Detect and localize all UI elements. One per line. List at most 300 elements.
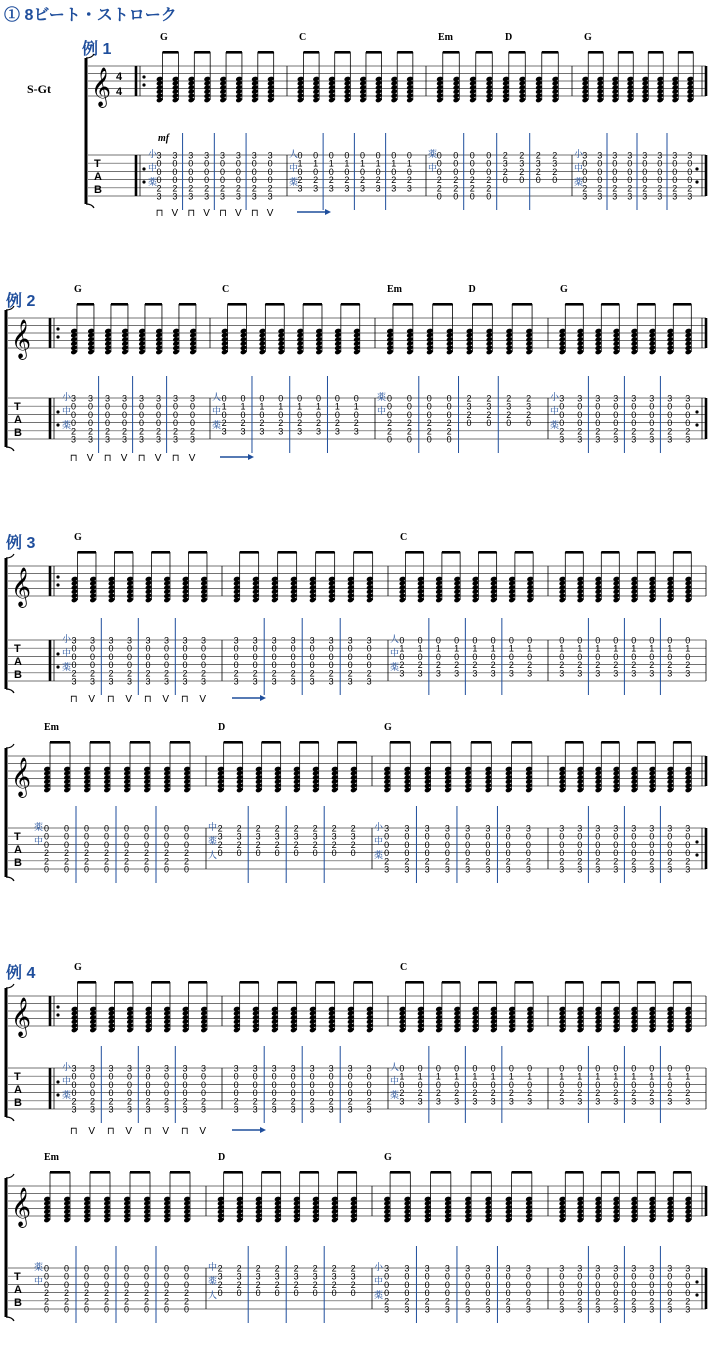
chord-name: Em	[438, 32, 453, 43]
tab-fret: 0	[424, 1288, 430, 1299]
tab-fret: 0	[649, 1279, 655, 1290]
tab-fret: 3	[163, 676, 169, 687]
tab-fret: 0	[182, 1079, 188, 1090]
tab-fret: 2	[353, 418, 359, 429]
finger-mark: 中	[34, 836, 44, 846]
tab-fret: 0	[685, 635, 691, 646]
tab-fret: 0	[328, 643, 334, 654]
example-label-1: 例 1	[82, 41, 112, 58]
tab-fret: 3	[121, 393, 127, 404]
down-stroke-mark: ⊓	[106, 1126, 115, 1137]
tab-fret: 3	[649, 823, 655, 834]
tab-fret: 0	[359, 166, 365, 177]
tab-fret: 0	[164, 823, 170, 834]
tab-fret: 0	[252, 1079, 258, 1090]
tab-fret: 3	[577, 393, 583, 404]
tab-fret: 0	[454, 635, 460, 646]
tab-fret: 0	[559, 831, 565, 842]
tab-fret: 3	[108, 1104, 114, 1115]
tab-fret: 3	[293, 831, 299, 842]
tab-fret: 0	[404, 1288, 410, 1299]
tab-fret: 0	[309, 1088, 315, 1099]
note-beam	[471, 1171, 491, 1174]
tab-fret: 3	[71, 1104, 77, 1115]
tab-fret: 0	[454, 651, 460, 662]
tab-fret: 0	[435, 651, 441, 662]
tab-fret: 3	[466, 401, 472, 412]
tab-fret: 0	[155, 418, 161, 429]
tab-fret: 3	[631, 1263, 637, 1274]
tab-fret: 3	[525, 1263, 531, 1274]
chord-name-2: D	[468, 284, 476, 295]
tab-fret: 3	[251, 191, 257, 202]
tab-fret: 0	[267, 158, 273, 169]
tab-letter-a: A	[14, 656, 22, 668]
tab-fret: 2	[163, 668, 169, 679]
tab-fret: 0	[104, 1271, 110, 1282]
tab-fret: 2	[309, 668, 315, 679]
tab-fret: 2	[104, 1288, 110, 1299]
tab-fret: 2	[235, 183, 241, 194]
tab-fret: 3	[613, 1263, 619, 1274]
tab-fret: 3	[235, 191, 241, 202]
finger-mark: 中	[550, 406, 560, 416]
tab-fret: 0	[64, 1271, 70, 1282]
treble-clef: 𝄞	[11, 997, 32, 1037]
tab-fret: 2	[631, 1296, 637, 1307]
finger-mark: 薬	[390, 662, 400, 672]
tab-fret: 0	[559, 1288, 565, 1299]
note-beam	[601, 1171, 619, 1174]
repeat-dot	[56, 652, 59, 655]
down-stroke-mark: ⊓	[171, 453, 180, 464]
tab-fret: 2	[236, 839, 242, 850]
tab-fret: 0	[271, 1071, 277, 1082]
tab-fret: 2	[252, 668, 258, 679]
tab-fret: 0	[217, 848, 223, 859]
tab-fret: 2	[631, 426, 637, 437]
tab-fret: 2	[274, 1279, 280, 1290]
tab-fret: 2	[426, 418, 432, 429]
down-stroke-mark: ⊓	[106, 694, 115, 705]
tab-fret: 0	[559, 409, 565, 420]
tab-fret: 1	[353, 401, 359, 412]
tab-fret: 0	[163, 1079, 169, 1090]
tab-fret: 0	[527, 1079, 533, 1090]
tab-fret: 2	[525, 1296, 531, 1307]
tab-fret: 3	[172, 434, 178, 445]
tab-fret: 0	[274, 848, 280, 859]
tab-fret: 2	[328, 668, 334, 679]
tab-fret: 0	[631, 1288, 637, 1299]
up-stroke-mark: V	[162, 694, 170, 705]
tab-fret: 2	[350, 823, 356, 834]
tab-fret: 0	[435, 635, 441, 646]
tab-fret: 0	[89, 1088, 95, 1099]
tab-fret: 3	[667, 1304, 673, 1315]
tab-fret: 2	[595, 856, 601, 867]
tab-fret: 0	[71, 1088, 77, 1099]
tab-fret: 0	[156, 158, 162, 169]
treble-clef: 𝄞	[91, 67, 112, 107]
tab-fret: 0	[233, 1079, 239, 1090]
tab-fret: 2	[334, 418, 340, 429]
tab-fret: 2	[328, 175, 334, 186]
finger-mark: 薬	[148, 177, 158, 187]
tab-fret: 3	[399, 668, 405, 679]
note-beam	[637, 303, 655, 306]
tab-fret: 3	[104, 393, 110, 404]
tab-fret: 2	[685, 856, 691, 867]
tab-fret: 0	[44, 1263, 50, 1274]
tab-fret: 0	[435, 1079, 441, 1090]
tab-fret: 0	[233, 651, 239, 662]
tab-fret: 0	[631, 1063, 637, 1074]
tab-fret: 0	[595, 409, 601, 420]
note-beam	[442, 981, 460, 984]
finger-mark: 薬	[374, 850, 384, 860]
tab-fret: 3	[163, 1104, 169, 1115]
tab-fret: 0	[426, 409, 432, 420]
down-stroke-mark: ⊓	[187, 208, 196, 219]
tab-fret: 0	[535, 175, 541, 186]
tab-fret: 3	[145, 635, 151, 646]
tab-fret: 0	[672, 166, 678, 177]
tab-fret: 0	[577, 848, 583, 859]
tab-fret: 2	[453, 183, 459, 194]
repeat-dot	[56, 1005, 59, 1008]
tab-fret: 3	[155, 393, 161, 404]
tab-fret: 1	[297, 158, 303, 169]
chord-name: G	[584, 32, 592, 43]
tab-fret: 2	[217, 1263, 223, 1274]
tab-fret: 0	[465, 848, 471, 859]
tab-fret: 3	[359, 183, 365, 194]
tab-fret: 3	[444, 1304, 450, 1315]
tab-fret: 2	[328, 1096, 334, 1107]
tab-fret: 3	[485, 823, 491, 834]
tab-fret: 0	[657, 166, 663, 177]
tab-fret: 3	[472, 1096, 478, 1107]
tab-fret: 2	[465, 856, 471, 867]
tab-letter-a: A	[14, 1284, 22, 1296]
tab-fret: 3	[71, 676, 77, 687]
finger-mark: 中	[289, 163, 299, 173]
tab-fret: 3	[687, 150, 693, 161]
tab-fret: 3	[89, 1063, 95, 1074]
tab-fret: 0	[687, 166, 693, 177]
repeat-dot	[142, 167, 145, 170]
note-beam	[397, 51, 413, 54]
tab-fret: 0	[64, 823, 70, 834]
tab-fret: 2	[64, 1288, 70, 1299]
tab-letter-t: T	[94, 158, 101, 170]
tab-fret: 0	[386, 409, 392, 420]
tab-fret: 0	[436, 158, 442, 169]
tab-fret: 3	[252, 676, 258, 687]
chord-name: C	[400, 962, 408, 973]
tab-fret: 0	[71, 651, 77, 662]
tab-fret: 2	[384, 856, 390, 867]
tab-fret: 0	[313, 166, 319, 177]
tab-fret: 3	[577, 668, 583, 679]
tab-fret: 1	[595, 643, 601, 654]
tab-fret: 0	[685, 418, 691, 429]
tab-fret: 3	[406, 183, 412, 194]
finger-mark: 人	[208, 1290, 218, 1300]
tab-fret: 0	[685, 1279, 691, 1290]
tab-fret: 3	[435, 1096, 441, 1107]
dynamic-mark: mf	[158, 133, 170, 144]
note-beam	[151, 551, 170, 554]
down-stroke-mark: ⊓	[180, 1126, 189, 1137]
tab-fret: 0	[188, 166, 194, 177]
tab-fret: 2	[172, 426, 178, 437]
tab-fret: 0	[44, 1271, 50, 1282]
tab-fret: 2	[613, 426, 619, 437]
note-beam	[170, 1171, 190, 1174]
tab-fret: 0	[71, 643, 77, 654]
note-beam	[262, 741, 281, 744]
tab-fret: 2	[527, 660, 533, 671]
tab-fret: 1	[406, 158, 412, 169]
tab-fret: 3	[347, 1063, 353, 1074]
tab-fret: 3	[188, 191, 194, 202]
note-beam	[224, 741, 243, 744]
tab-fret: 2	[582, 183, 588, 194]
tab-fret: 1	[328, 158, 334, 169]
tab-fret: 2	[104, 1296, 110, 1307]
tab-fret: 0	[508, 635, 514, 646]
tab-fret: 0	[444, 1288, 450, 1299]
tab-fret: 0	[472, 1079, 478, 1090]
finger-mark: 薬	[34, 822, 44, 832]
tab-fret: 0	[44, 1279, 50, 1290]
up-stroke-mark: V	[171, 208, 179, 219]
tab-fret: 3	[108, 676, 114, 687]
tab-fret: 0	[469, 158, 475, 169]
tab-fret: 2	[144, 856, 150, 867]
tab-fret: 2	[552, 166, 558, 177]
tab-fret: 2	[469, 183, 475, 194]
example-label-3: 例 3	[6, 535, 36, 552]
note-beam	[188, 981, 207, 984]
tab-fret: 0	[490, 1079, 496, 1090]
tab-fret: 3	[126, 1063, 132, 1074]
tab-fret: 0	[505, 1271, 511, 1282]
finger-mark: 小	[374, 1262, 384, 1272]
tab-fret: 0	[642, 166, 648, 177]
tab-fret: 0	[359, 150, 365, 161]
tab-fret: 3	[559, 1096, 565, 1107]
tab-fret: 0	[108, 660, 114, 671]
tab-fret: 3	[182, 676, 188, 687]
finger-mark: 中	[62, 1076, 72, 1086]
tab-fret: 3	[138, 393, 144, 404]
tab-fret: 3	[595, 1096, 601, 1107]
tab-fret: 0	[182, 651, 188, 662]
tab-fret: 0	[559, 651, 565, 662]
tab-fret: 0	[184, 1271, 190, 1282]
tab-fret: 3	[642, 150, 648, 161]
tab-fret: 2	[124, 848, 130, 859]
tab-fret: 3	[220, 150, 226, 161]
tab-fret: 2	[182, 668, 188, 679]
tab-fret: 3	[271, 676, 277, 687]
note-beam	[77, 981, 96, 984]
tab-fret: 3	[71, 1063, 77, 1074]
tab-fret: 3	[424, 1304, 430, 1315]
tab-fret: 0	[240, 393, 246, 404]
tab-fret: 3	[290, 635, 296, 646]
tab-fret: 3	[525, 1304, 531, 1315]
tab-fret: 0	[649, 1271, 655, 1282]
tab-fret: 0	[577, 1271, 583, 1282]
tab-fret: 0	[391, 166, 397, 177]
tab-fret: 0	[406, 434, 412, 445]
tab-fret: 0	[164, 831, 170, 842]
note-beam	[565, 741, 583, 744]
tab-fret: 2	[631, 660, 637, 671]
tab-fret: 0	[465, 839, 471, 850]
repeat-dot	[56, 410, 59, 413]
tab-fret: 0	[685, 1288, 691, 1299]
tab-fret: 0	[70, 418, 76, 429]
tab-fret: 0	[144, 864, 150, 875]
tab-fret: 2	[667, 426, 673, 437]
tab-fret: 0	[220, 175, 226, 186]
tab-fret: 0	[527, 651, 533, 662]
tab-fret: 0	[597, 166, 603, 177]
tab-fret: 1	[667, 643, 673, 654]
tab-fret: 0	[366, 643, 372, 654]
tab-fret: 2	[144, 1296, 150, 1307]
repeat-dot	[695, 410, 698, 413]
tab-fret: 3	[667, 1263, 673, 1274]
tab-fret: 2	[138, 426, 144, 437]
finger-mark: 人	[212, 392, 222, 402]
note-beam	[303, 51, 319, 54]
note-beam	[145, 303, 162, 306]
tab-fret: 0	[597, 158, 603, 169]
repeat-dot	[56, 335, 59, 338]
tab-fret: 2	[559, 1296, 565, 1307]
tab-fret: 0	[505, 848, 511, 859]
tab-fret: 0	[233, 1071, 239, 1082]
tab-fret: 0	[344, 150, 350, 161]
tab-fret: 0	[435, 1063, 441, 1074]
tab-fret: 2	[104, 848, 110, 859]
tab-fret: 2	[221, 418, 227, 429]
tab-fret: 0	[108, 1079, 114, 1090]
tab-fret: 0	[631, 635, 637, 646]
tab-fret: 3	[235, 150, 241, 161]
tab-fret: 2	[71, 668, 77, 679]
tab-fret: 0	[328, 1079, 334, 1090]
tab-fret: 3	[200, 1063, 206, 1074]
finger-mark: 小	[62, 634, 72, 644]
tab-fret: 3	[631, 864, 637, 875]
tab-fret: 0	[424, 848, 430, 859]
tab-fret: 2	[126, 668, 132, 679]
note-beam	[515, 981, 533, 984]
continue-arrow-head	[260, 1127, 266, 1133]
tab-fret: 0	[44, 823, 50, 834]
finger-mark: 薬	[62, 662, 72, 672]
tab-fret: 3	[347, 676, 353, 687]
tab-fret: 0	[406, 401, 412, 412]
tab-fret: 0	[559, 1271, 565, 1282]
tab-fret: 0	[404, 1271, 410, 1282]
tab-fret: 0	[485, 839, 491, 850]
tab-fret: 0	[446, 434, 452, 445]
tab-fret: 3	[685, 393, 691, 404]
tab-fret: 0	[84, 831, 90, 842]
tab-fret: 3	[233, 1063, 239, 1074]
chord-name: G	[160, 32, 168, 43]
tab-fret: 1	[527, 643, 533, 654]
tab-fret: 0	[124, 864, 130, 875]
tab-fret: 3	[221, 426, 227, 437]
tab-fret: 0	[508, 651, 514, 662]
finger-mark: 中	[212, 406, 222, 416]
tab-fret: 0	[172, 418, 178, 429]
tab-fret: 0	[426, 434, 432, 445]
tab-fret: 0	[472, 651, 478, 662]
tab-letter-t: T	[14, 401, 21, 413]
tab-fret: 0	[612, 158, 618, 169]
tab-fret: 2	[446, 418, 452, 429]
tab-fret: 0	[375, 150, 381, 161]
tab-fret: 0	[631, 1279, 637, 1290]
tab-fret: 3	[649, 393, 655, 404]
tab-fret: 0	[406, 409, 412, 420]
note-beam	[303, 303, 322, 306]
tab-fret: 0	[252, 1088, 258, 1099]
tab-fret: 3	[649, 1304, 655, 1315]
tab-fret: 3	[672, 191, 678, 202]
tab-fret: 0	[274, 1288, 280, 1299]
tab-fret: 0	[525, 1288, 531, 1299]
tab-fret: 3	[375, 183, 381, 194]
tab-fret: 0	[391, 150, 397, 161]
tab-fret: 0	[64, 1279, 70, 1290]
note-beam	[673, 551, 691, 554]
tab-fret: 0	[172, 401, 178, 412]
tab-fret: 3	[649, 668, 655, 679]
tab-fret: 0	[89, 660, 95, 671]
tab-fret: 0	[313, 150, 319, 161]
tab-fret: 0	[649, 635, 655, 646]
tab-fret: 0	[347, 660, 353, 671]
tab-fret: 2	[469, 175, 475, 186]
tab-fret: 0	[104, 409, 110, 420]
tab-fret: 3	[271, 1063, 277, 1074]
tab-fret: 3	[217, 831, 223, 842]
tab-fret: 2	[104, 856, 110, 867]
tab-fret: 2	[466, 393, 472, 404]
finger-mark: 小	[148, 149, 158, 159]
chord-name: G	[384, 1152, 392, 1163]
tab-fret: 0	[221, 409, 227, 420]
finger-mark: 薬	[208, 836, 218, 846]
tab-fret: 0	[406, 150, 412, 161]
tab-fret: 0	[184, 839, 190, 850]
tab-fret: 3	[252, 1104, 258, 1115]
note-beam	[240, 551, 259, 554]
tab-fret: 3	[595, 1304, 601, 1315]
tab-fret: 2	[577, 660, 583, 671]
